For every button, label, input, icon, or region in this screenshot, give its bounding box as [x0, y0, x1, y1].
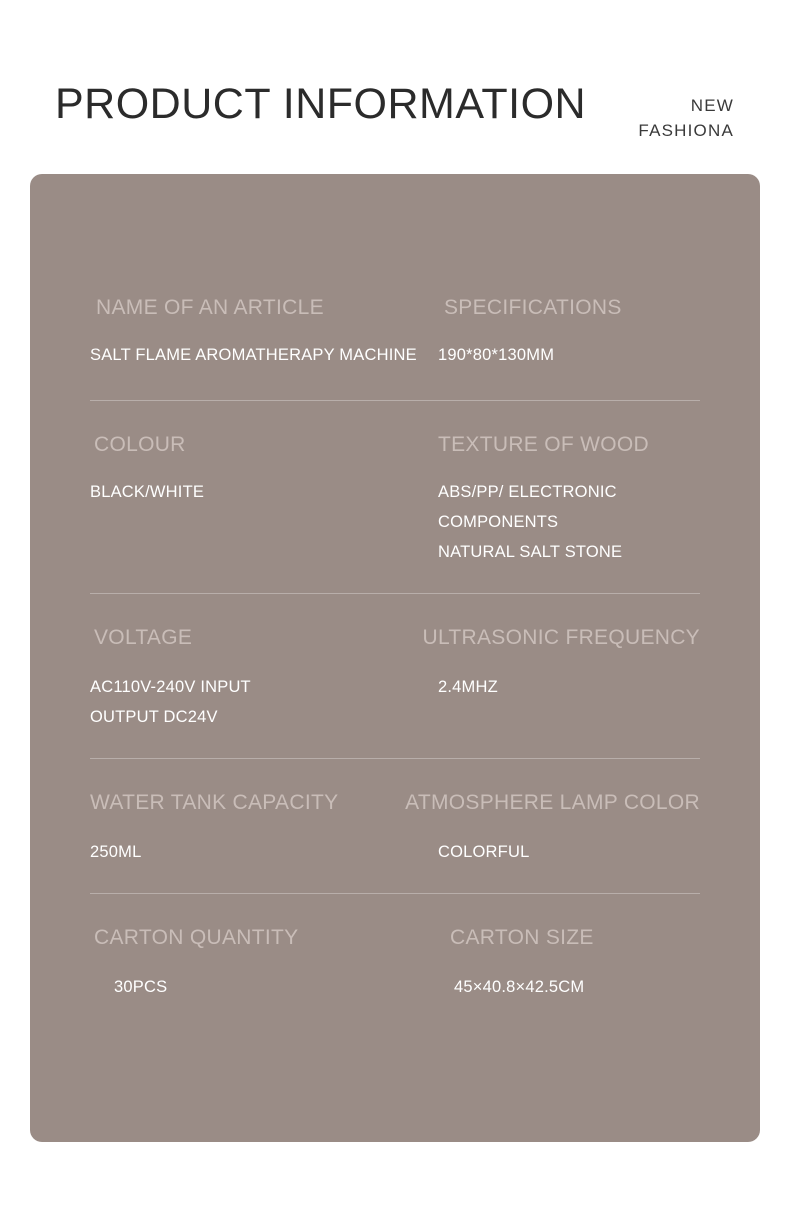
header-badge-line-2: FASHIONA — [638, 121, 734, 140]
table-cell — [90, 477, 438, 567]
table-cell — [90, 624, 423, 652]
spec-value: COLORFUL — [438, 843, 530, 861]
table-row — [90, 924, 700, 1002]
table-cell — [90, 837, 438, 867]
table-cell — [90, 340, 438, 370]
spec-value: BLACK/WHITE — [90, 483, 205, 501]
spec-label: WATER TANK CAPACITY — [90, 791, 339, 814]
spec-value: 45×40.8×42.5CM — [454, 978, 585, 996]
spec-value: 2.4MHZ — [438, 678, 498, 696]
table-cell — [90, 672, 438, 732]
table-cell — [438, 972, 700, 1002]
spec-panel — [30, 174, 760, 1142]
spec-value: NATURAL SALT STONE — [438, 543, 623, 561]
spec-value: SALT FLAME AROMATHERAPY MACHINE — [90, 346, 417, 364]
table-row — [90, 789, 700, 924]
spec-label: ATMOSPHERE LAMP COLOR — [405, 791, 700, 814]
header-badge-line-1: NEW — [690, 96, 734, 115]
table-row — [90, 294, 700, 431]
spec-value: ABS/PP/ ELECTRONIC COMPONENTS — [438, 483, 617, 531]
spec-label: COLOUR — [94, 433, 186, 456]
table-cell — [438, 837, 700, 867]
page-bottom-margin — [0, 1142, 790, 1213]
table-cell — [90, 294, 438, 322]
spec-value: 190*80*130MM — [438, 346, 555, 364]
table-row — [90, 431, 700, 624]
page-header — [0, 78, 790, 148]
spec-value: AC110V-240V INPUT — [90, 678, 251, 696]
table-cell — [405, 789, 700, 817]
table-cell — [438, 672, 700, 732]
table-cell — [90, 972, 438, 1002]
table-cell — [438, 340, 700, 370]
table-cell — [423, 624, 700, 652]
spec-label: CARTON SIZE — [450, 926, 594, 949]
spec-label: NAME OF AN ARTICLE — [96, 296, 324, 319]
spec-value: 30PCS — [114, 978, 168, 996]
header-badge — [638, 93, 734, 143]
spec-value: 250ML — [90, 843, 142, 861]
table-row — [90, 624, 700, 789]
spec-label: SPECIFICATIONS — [444, 296, 622, 319]
spec-label: VOLTAGE — [94, 626, 193, 649]
spec-label: ULTRASONIC FREQUENCY — [422, 626, 700, 649]
table-cell — [90, 789, 405, 817]
spec-table — [90, 294, 700, 1002]
table-cell — [438, 294, 700, 322]
table-cell — [90, 924, 438, 952]
spec-label: TEXTURE OF WOOD — [438, 433, 649, 456]
page-title: PRODUCT INFORMATION — [55, 80, 587, 128]
table-cell — [438, 477, 700, 567]
table-cell — [438, 431, 700, 459]
table-cell — [438, 924, 700, 952]
spec-value: OUTPUT DC24V — [90, 708, 218, 726]
spec-label: CARTON QUANTITY — [94, 926, 299, 949]
table-cell — [90, 431, 438, 459]
